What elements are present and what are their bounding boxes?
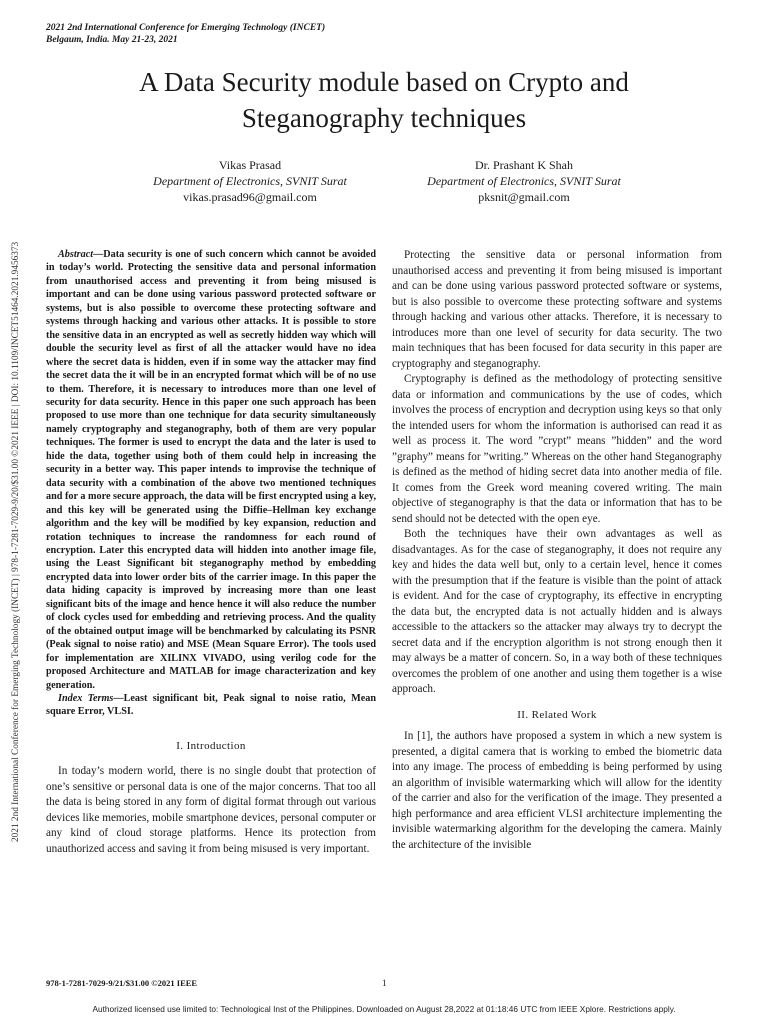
- author-1: [110, 157, 390, 205]
- index-terms-body: —Least significant bit, Peak signal to noise ratio, Mean square Error, VLSI.: [46, 692, 376, 718]
- right-paragraph-2: Cryptography is defined as the methodology of protecting sensitive data or information and communications by the use of codes, which involves the process of encryption and decryption using keys so that only the intended users for whom the information is authorised can read it as well as process it. The word ”crypt” means ”hidden” and the word ”graphy” means for ”writing.” Whereas on the other hand Steganography is defined as the method of hiding secret data into another media of file. It comes from the Greek word meaning covered writing. The main objective of steganography is that the data or information that has to be send should not be detected with the open eye.: [392, 373, 722, 525]
- author-dept: Department of Electronics, SVNIT Surat: [153, 174, 347, 188]
- index-terms-lead: Index Terms: [58, 692, 114, 704]
- right-paragraph-1: Protecting the sensitive data or personal information from unauthorised access and preventing it from being misused is important and can be done using various password protected software or systems, but is also possible to overcome these protecting software and systems through hacking and various other attacks. Therefore, it is necessary to introduces more than one level of security for data security. The two main techniques that has been focused for data security in this paper are cryptography and steganography.: [392, 249, 722, 370]
- conference-header: [46, 22, 325, 46]
- abstract: [46, 248, 376, 692]
- abstract-body: —Data security is one of such concern which cannot be avoided in today’s world. Protecting the sensitive data and personal information from unauthorised access and preventing it from being misused is important and can be done using various password protected software or systems, but is also possible to overcome these protecting software and systems through hacking and various other attacks. It is possible to store the sensitive data in an encrypted as well as secretly hidden way which will double the security level as first of all the attacker would have no idea where the secret data is hidden, even if in some way the attacker may find the secret data the it will be in an encrypted format which will be of no use to them. Therefore, it is necessary to introduces more than one level of security for data security. Hence in this paper one such approach has been proposed to use more than one technique for data security simultaneously namely cryptography and steganography, both of them are very popular techniques. The former is used to encrypt the data and the later is used to hide the data, together using both of them could help in increasing the security in a better way. This paper intends to improvise the technique of data security with a combination of the above two mentioned techniques and for a more secure approach, the data will be first encrypted using a key, and this key will be generated using the Diffie–Hellman key exchange algorithm and the key will be modified by key expansion, reduction and rotation techniques to increase the randomness for each round of encryption. Later this encrypted data will hidden into another image file, using the Least Significant bit steganography method by embedding encrypted data into lower order bits of the carrier image. In this paper the data hiding capacity is improved by increasing more than one least significant bits of the image and hence hence it will also reduce the number of clock cycles used for embedding and retrieving process. And the quality of the obtained output image will be benchmarked by calculating its PSNR (Peak signal to noise ratio) and MSE (Mean Square Error). The tools used for implementation are XILINX VIVADO, using verilog code for the proposed Architecture and MATLAB for image characterization and key generation.: [46, 249, 376, 691]
- author-dept: Department of Electronics, SVNIT Surat: [427, 174, 621, 188]
- footer-isbn: 978-1-7281-7029-9/21/$31.00 ©2021 IEEE: [46, 978, 198, 988]
- paper-title: [60, 64, 708, 136]
- author-email: vikas.prasad96@gmail.com: [183, 190, 317, 204]
- introduction-paragraph: In today’s modern world, there is no single doubt that protection of one’s sensitive or personal data is one of the major concerns. That too all the data is being stored in any form of digital format through out various devices like memories, mobile smartphone devices, personal computer or any kind of cloud storage platforms. Hence its protection from unauthorized access and saving it from being misused is very important.: [46, 765, 376, 855]
- doi-sidebar: 2021 2nd International Conference for Emerging Technology (INCET) | 978-1-7281-7029-9/20/$31.00 ©2021 IEEE | DOI: 10.1109/INCET51464.2021.9456373: [11, 241, 21, 842]
- title-line-2: Steganography techniques: [241, 103, 527, 133]
- author-email: pksnit@gmail.com: [478, 190, 570, 204]
- right-column: [392, 248, 722, 853]
- page-number: 1: [382, 978, 387, 988]
- author-name: Dr. Prashant K Shah: [475, 158, 573, 172]
- section-heading-introduction: I. Introduction: [176, 739, 246, 752]
- author-name: Vikas Prasad: [218, 158, 282, 172]
- section-heading-related-work: II. Related Work: [517, 708, 597, 721]
- related-work-paragraph: In [1], the authors have proposed a system in which a new system is presented, a digital camera that is working to embed the biometric data into any image. The process of embedding is being performed by using an algorithm of invisible watermarking which will allow for the identity of the carrier and also for the verification of the image. They presented a high performance and area efficient VLSI architecture implementing the invisible watermarking algorithm for the developing the camera. Mainly the architecture of the invisible: [392, 730, 722, 851]
- abstract-lead: Abstract: [58, 249, 94, 260]
- index-terms: [46, 692, 376, 719]
- conference-location: Belgaum, India. May 21-23, 2021: [46, 35, 178, 45]
- conference-name: 2021 2nd International Conference for Emerging Technology (INCET): [46, 23, 326, 33]
- author-2: [384, 157, 664, 205]
- title-line-1: A Data Security module based on Crypto and: [139, 67, 629, 97]
- right-paragraph-3: Both the techniques have their own advantages as well as disadvantages. As for the case of steganography, it does not require any key and hides the data well but, only to a certain level, hence it comes with the presumption that if the feature is visible than the point of attack is evident. And for the case of cryptography, its effective in encrypting the data but, the encrypted data is not actually hidden and is always accessible to the attackers so the attacker may always try to decrypt the secret data and if the encryption algorithm is not strong enough then it may always be a matter of concern. So, in a way both of these techniques overcomes the problem of one another and using them together is a wise approach.: [392, 528, 722, 695]
- license-notice: Authorized licensed use limited to: Technological Inst of the Philippines. Downloaded on August 28,2022 at 01:18:46 UTC from IEEE Xplore. Restrictions apply.: [92, 1004, 676, 1014]
- left-column: [46, 248, 376, 857]
